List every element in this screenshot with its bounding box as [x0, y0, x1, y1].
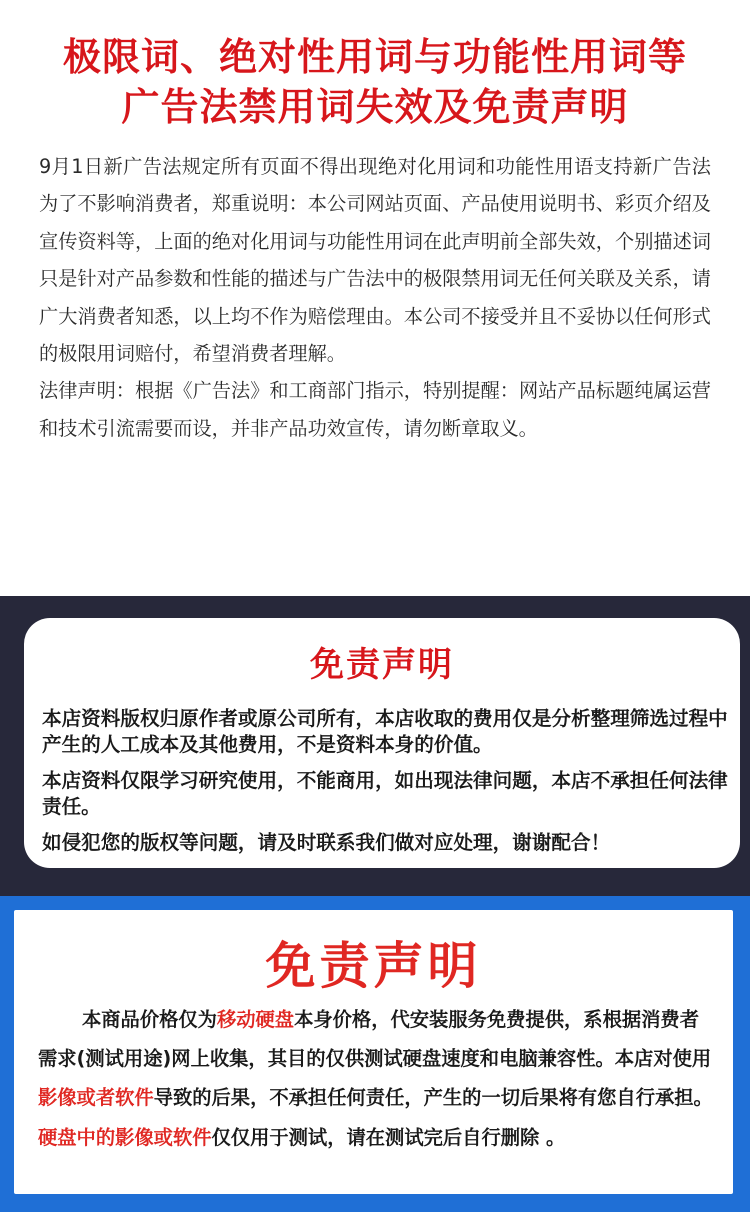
disclaimer-body — [42, 706, 732, 866]
disclaimer-dark-band — [0, 596, 750, 896]
notice-title-line1: 极限词、绝对性用词与功能性用词等 — [62, 35, 687, 79]
highlight-disk-image-or-software: 硬盘中的影像或软件 — [38, 1125, 212, 1149]
product-disclaimer-text-3: 导致的后果，不承担任何责任，产生的一切后果将有您自行承担。 — [153, 1086, 713, 1110]
disclaimer-paragraph-2: 本店资料仅限学习研究使用，不能商用，如出现法律问题，本店不承担任何法律责任。 — [42, 769, 728, 818]
disclaimer-heading: 免责声明 — [310, 645, 454, 685]
notice-paragraph-1: 9月1日新广告法规定所有页面不得出现绝对化用词和功能性用语支持新广告法为了不影响消费者，郑重说明：本公司网站页面、产品使用说明书、彩页介绍及宣传资料等，上面的绝对化用词与功能性用词在此声明前全部失效，个别描述词只是针对产品参数和性能的描述与广告法中的极限禁用词无任何关联及关系，请广大消费者知悉，以上均不作为赔偿理由。本公司不接受并且不妥协以任何形式的极限用词赔付，希望消费者理解。 — [39, 155, 711, 366]
ad-law-notice-section — [0, 0, 750, 596]
disclaimer-card — [24, 618, 740, 868]
highlight-image-or-software: 影像或者软件 — [38, 1086, 154, 1110]
notice-title-line2: 广告法禁用词失效及免责声明 — [121, 85, 629, 129]
notice-body — [39, 148, 711, 447]
product-disclaimer-body — [38, 1000, 714, 1157]
product-disclaimer-text-4: 仅仅用于测试，请在测试完后自行删除 。 — [211, 1125, 566, 1149]
notice-paragraph-2: 法律声明：根据《广告法》和工商部门指示，特别提醒：网站产品标题纯属运营和技术引流需要而设，并非产品功效宣传，请勿断章取义。 — [39, 379, 711, 440]
product-disclaimer-text-1: 本商品价格仅为 — [82, 1008, 217, 1031]
product-disclaimer-text-2: 本身价格，代安装服务免费提供，系根据消费者需求(测试用途)网上收集，其目的仅供测试硬盘速度和电脑兼容性。本店对使用 — [38, 1008, 712, 1071]
highlight-mobile-disk: 移动硬盘 — [216, 1008, 295, 1031]
disclaimer-paragraph-3: 如侵犯您的版权等问题，请及时联系我们做对应处理，谢谢配合！ — [42, 831, 611, 854]
product-disclaimer-blue-band — [0, 896, 750, 1212]
product-disclaimer-heading: 免责声明 — [265, 937, 482, 995]
product-disclaimer-card — [14, 910, 733, 1194]
disclaimer-paragraph-1: 本店资料版权归原作者或原公司所有，本店收取的费用仅是分析整理筛选过程中产生的人工成本及其他费用，不是资料本身的价值。 — [42, 707, 728, 756]
